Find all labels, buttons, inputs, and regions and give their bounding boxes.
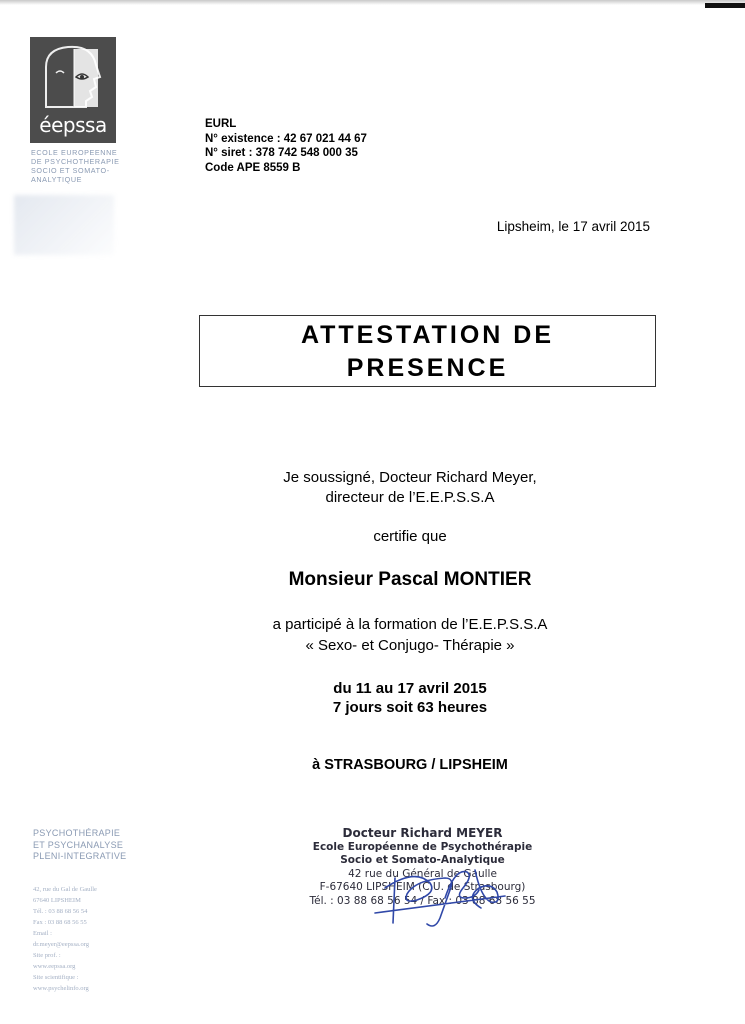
- specialty-line: PSYCHOTHÉRAPIE: [33, 828, 121, 838]
- contact-line: 67640 LIPSHEIM: [33, 897, 81, 904]
- training-location: à STRASBOURG / LIPSHEIM: [312, 757, 508, 773]
- contact-line: Site scientifique :: [33, 974, 79, 981]
- stamp-street: 42 rue du Général de Gaulle: [348, 867, 497, 880]
- specialty-line: PLENI-INTEGRATIVE: [33, 851, 127, 861]
- contact-block: [33, 884, 133, 994]
- certify-text: certifie que: [373, 528, 447, 545]
- document-date: Lipsheim, le 17 avril 2015: [496, 219, 650, 234]
- siret-number: N° siret : 378 742 548 000 35: [205, 147, 358, 159]
- school-line: SOCIO ET SOMATO-: [31, 166, 110, 175]
- existence-number: N° existence : 42 67 021 44 67: [205, 132, 367, 145]
- contact-line: Fax : 03 88 68 56 55: [33, 919, 87, 926]
- stamp-name: Docteur Richard MEYER: [342, 826, 503, 840]
- stamp-school-sub: Socio et Somato-Analytique: [340, 854, 505, 866]
- attendee-name: Monsieur Pascal MONTIER: [288, 569, 532, 590]
- contact-line: dr.meyer@eepssa.org: [33, 941, 90, 948]
- signer-statement: [200, 468, 620, 508]
- scan-smudge: [14, 195, 114, 255]
- page-corner-mark: [705, 3, 745, 8]
- signer-role: directeur de l’E.E.P.S.S.A: [325, 489, 495, 506]
- title-line-2: PRESENCE: [346, 354, 509, 382]
- eepssa-logo: [30, 37, 116, 143]
- formation-statement: [200, 614, 620, 656]
- stamp-city: F-67640 LIPSHEIM (C.U. de Strasbourg): [319, 881, 526, 893]
- title-line-1: ATTESTATION DE: [300, 321, 555, 349]
- contact-line: www.psychelinfo.org: [33, 985, 89, 992]
- ape-code: Code APE 8559 B: [205, 161, 301, 174]
- contact-line: Tél. : 03 88 68 56 54: [33, 908, 88, 915]
- signer-line: Je soussigné, Docteur Richard Meyer,: [283, 469, 537, 486]
- school-line: ANALYTIQUE: [31, 175, 82, 184]
- page-top-edge: [0, 0, 745, 5]
- handwritten-signature: [355, 858, 515, 938]
- specialty-block: [33, 828, 128, 863]
- logo-brand: éepssa: [39, 113, 107, 137]
- stamp-phone: Tél. : 03 88 68 56 54 / Fax : 03 88 68 56 55: [309, 894, 536, 907]
- specialty-line: ET PSYCHANALYSE: [33, 839, 124, 850]
- date-range: du 11 au 17 avril 2015: [333, 680, 487, 697]
- formation-title: « Sexo- et Conjugo- Thérapie »: [305, 637, 515, 654]
- stamp-school: Ecole Européenne de Psychothérapie: [312, 840, 533, 853]
- contact-line: Site prof. :: [33, 952, 61, 959]
- formation-line: a participé à la formation de l’E.E.P.S.S.A: [272, 616, 548, 633]
- school-line: ECOLE EUROPEENNE: [31, 148, 118, 157]
- company-type: EURL: [205, 118, 237, 130]
- document-title: [199, 315, 656, 387]
- school-name: [31, 148, 126, 184]
- attendance-dates: [200, 679, 620, 717]
- duration: 7 jours soit 63 heures: [332, 699, 488, 716]
- contact-line: www.eepssa.org: [33, 963, 76, 970]
- contact-line: Email :: [33, 930, 52, 937]
- contact-line: 42, rue du Gal de Gaulle: [33, 886, 97, 893]
- school-line: DE PSYCHOTHERAPIE: [31, 157, 120, 166]
- company-info: [205, 117, 367, 175]
